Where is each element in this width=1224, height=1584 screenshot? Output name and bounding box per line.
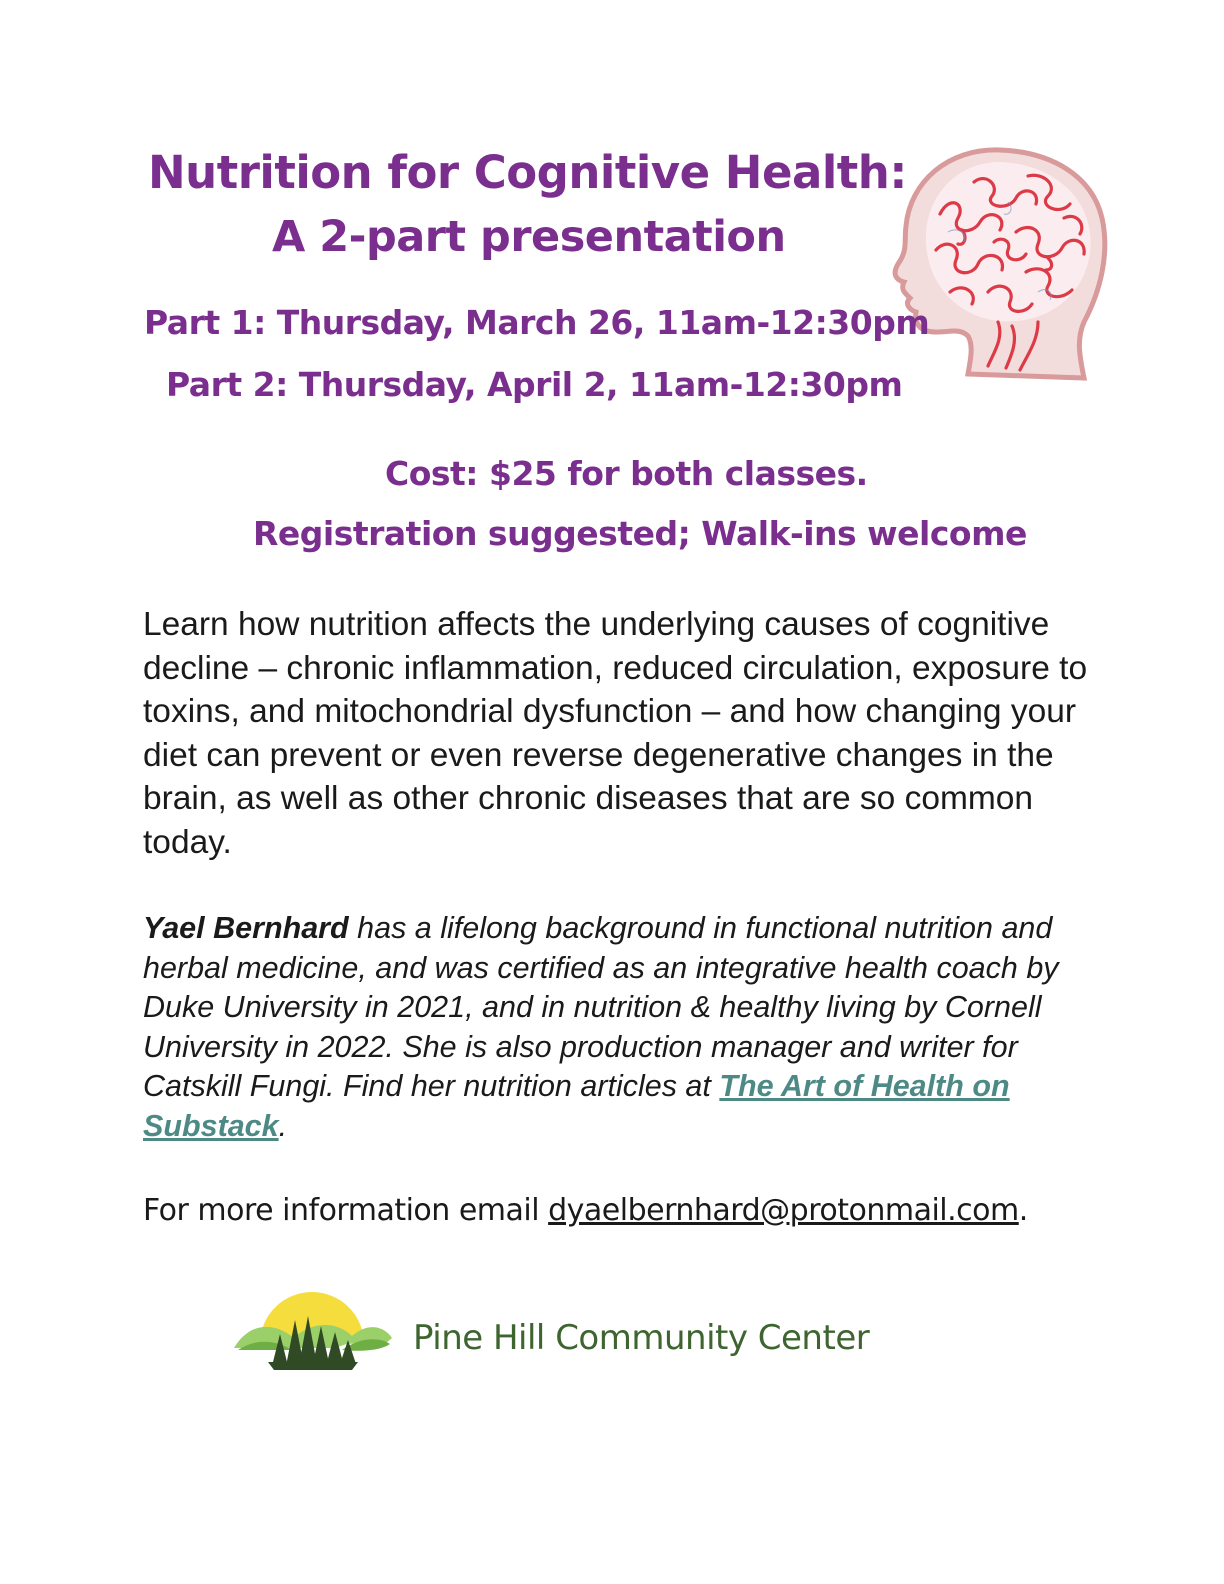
presenter-name: Yael Bernhard (143, 911, 349, 945)
bio-text: has a lifelong background in functional nutrition and herbal medicine, and was certified as an integrative health coach by Duke University in 2021, and in nutrition & healthy living by Cornell University in 2022. She is also production manager and writer for Catskill Fungi. Find her nutrition articles at (143, 911, 1059, 1104)
part-1-schedule: Part 1: Thursday, March 26, 11am-12:30pm (144, 303, 930, 342)
substack-link[interactable]: The Art of Health on Substack (143, 1069, 1010, 1143)
email-link[interactable]: dyaelbernhard@protonmail.com (548, 1193, 1019, 1228)
description-paragraph: Learn how nutrition affects the underlying causes of cognitive decline – chronic inflammation, reduced circulation, exposure to toxins, and mitochondrial dysfunction – and how changing your diet can prevent or even reverse degenerative changes in the brain, as well as other chronic diseases that are so common today. (143, 606, 1088, 861)
bio-paragraph (143, 909, 1103, 1147)
cost-info: Cost: $25 for both classes. (385, 454, 868, 493)
contact-suffix: . (1018, 1193, 1028, 1228)
pine-trees-sun-logo (232, 1286, 394, 1378)
part-2-schedule: Part 2: Thursday, April 2, 11am-12:30pm (166, 365, 903, 404)
page-subtitle: A 2-part presentation (272, 212, 786, 262)
brain-head-icon (888, 142, 1110, 382)
contact-prefix: For more information email (143, 1193, 549, 1228)
registration-info: Registration suggested; Walk-ins welcome (253, 514, 1027, 553)
page-title: Nutrition for Cognitive Health: (148, 146, 907, 199)
org-name: Pine Hill Community Center (413, 1318, 870, 1358)
bio-end: . (278, 1108, 288, 1143)
contact-line (143, 1193, 1028, 1228)
